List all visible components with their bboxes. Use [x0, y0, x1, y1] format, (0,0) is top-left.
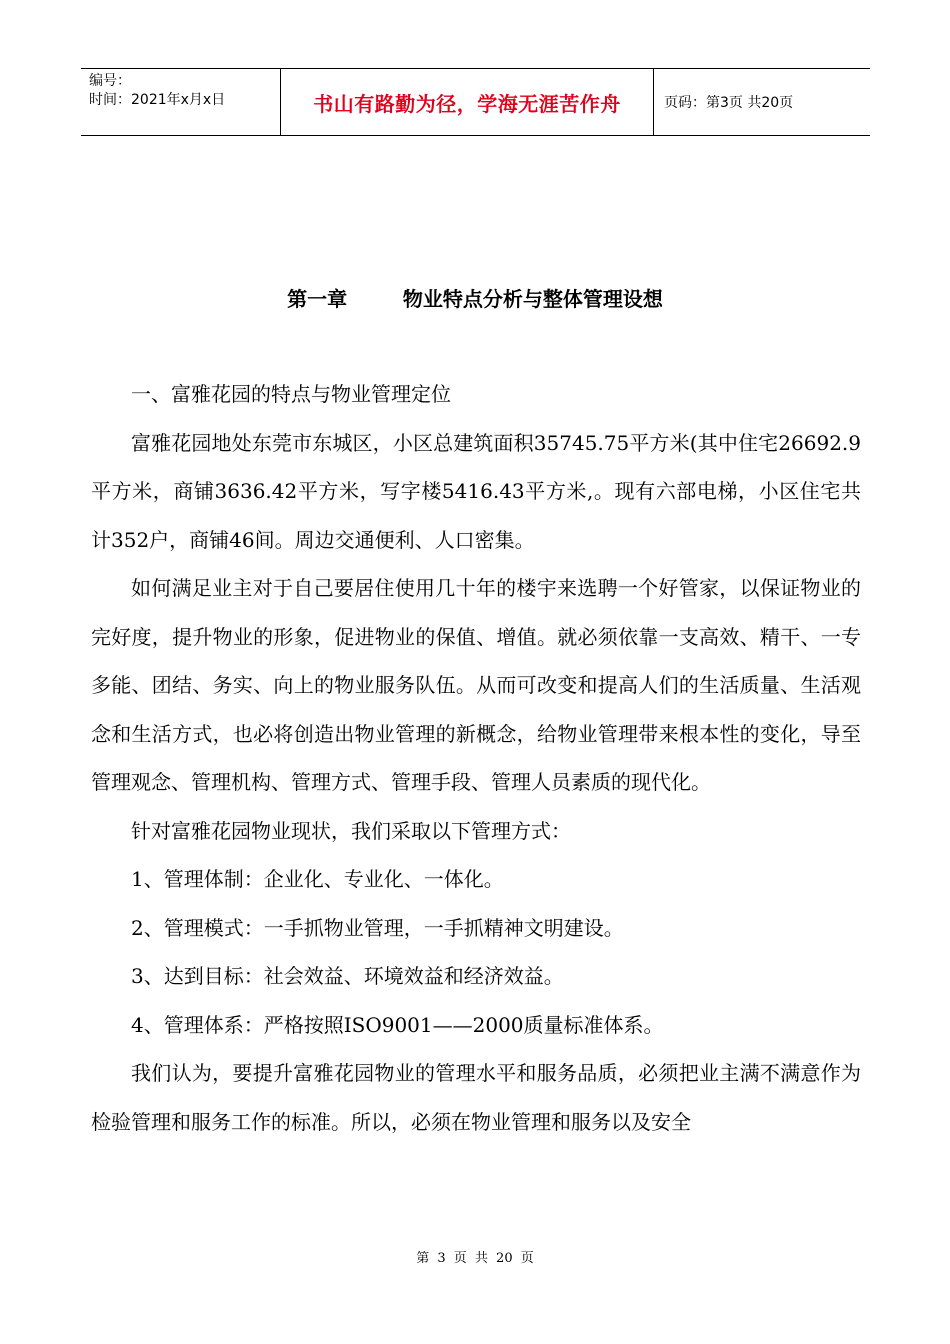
- chapter-title: 第一章 物业特点分析与整体管理设想: [287, 287, 663, 311]
- paragraph: 富雅花园地处东莞市东城区，小区总建筑面积35745.75平方米(其中住宅26692.9平方米，商铺3636.42平方米，写字楼5416.43平方米,。现有六部电梯，小区住宅共计352户，商铺46间。周边交通便利、人口密集。: [91, 430, 861, 552]
- time-label: 时间：2021年x月x日: [89, 92, 226, 108]
- document-body: [91, 370, 861, 1146]
- header-meta-cell: [81, 69, 281, 135]
- number-label: 编号：: [89, 73, 131, 89]
- list-item: 4、管理体系：严格按照ISO9001——2000质量标准体系。: [131, 1012, 664, 1037]
- header-page-info: 页码：第3页 共20页: [664, 95, 794, 111]
- list-item: 3、达到目标：社会效益、环境效益和经济效益。: [131, 964, 564, 988]
- list-item: 2、管理模式：一手抓物业管理，一手抓精神文明建设。: [131, 915, 624, 940]
- page-header: [81, 68, 870, 136]
- paragraph: 如何满足业主对于自己要居住使用几十年的楼宇来选聘一个好管家，以保证物业的完好度，提升物业的形象，促进物业的保值、增值。就必须依靠一支高效、精干、一专多能、团结、务实、向上的物业服务队伍。从而可改变和提高人们的生活质量、生活观念和生活方式，也必将创造出物业管理的新概念，给物业管理带来根本性的变化，导至管理观念、管理机构、管理方式、管理手段、管理人员素质的现代化。: [91, 576, 861, 794]
- section-heading: 一、富雅花园的特点与物业管理定位: [131, 382, 451, 406]
- page-footer: 第 3 页 共 20 页: [416, 1251, 534, 1266]
- list-item: 1、管理体制：企业化、专业化、一体化。: [131, 867, 504, 891]
- paragraph: 针对富雅花园物业现状，我们采取以下管理方式：: [131, 818, 571, 843]
- header-motto: 书山有路勤为径，学海无涯苦作舟: [281, 69, 654, 135]
- paragraph: 我们认为，要提升富雅花园物业的管理水平和服务品质，必须把业主满不满意作为检验管理和服务工作的标准。所以，必须在物业管理和服务以及安全: [91, 1061, 861, 1134]
